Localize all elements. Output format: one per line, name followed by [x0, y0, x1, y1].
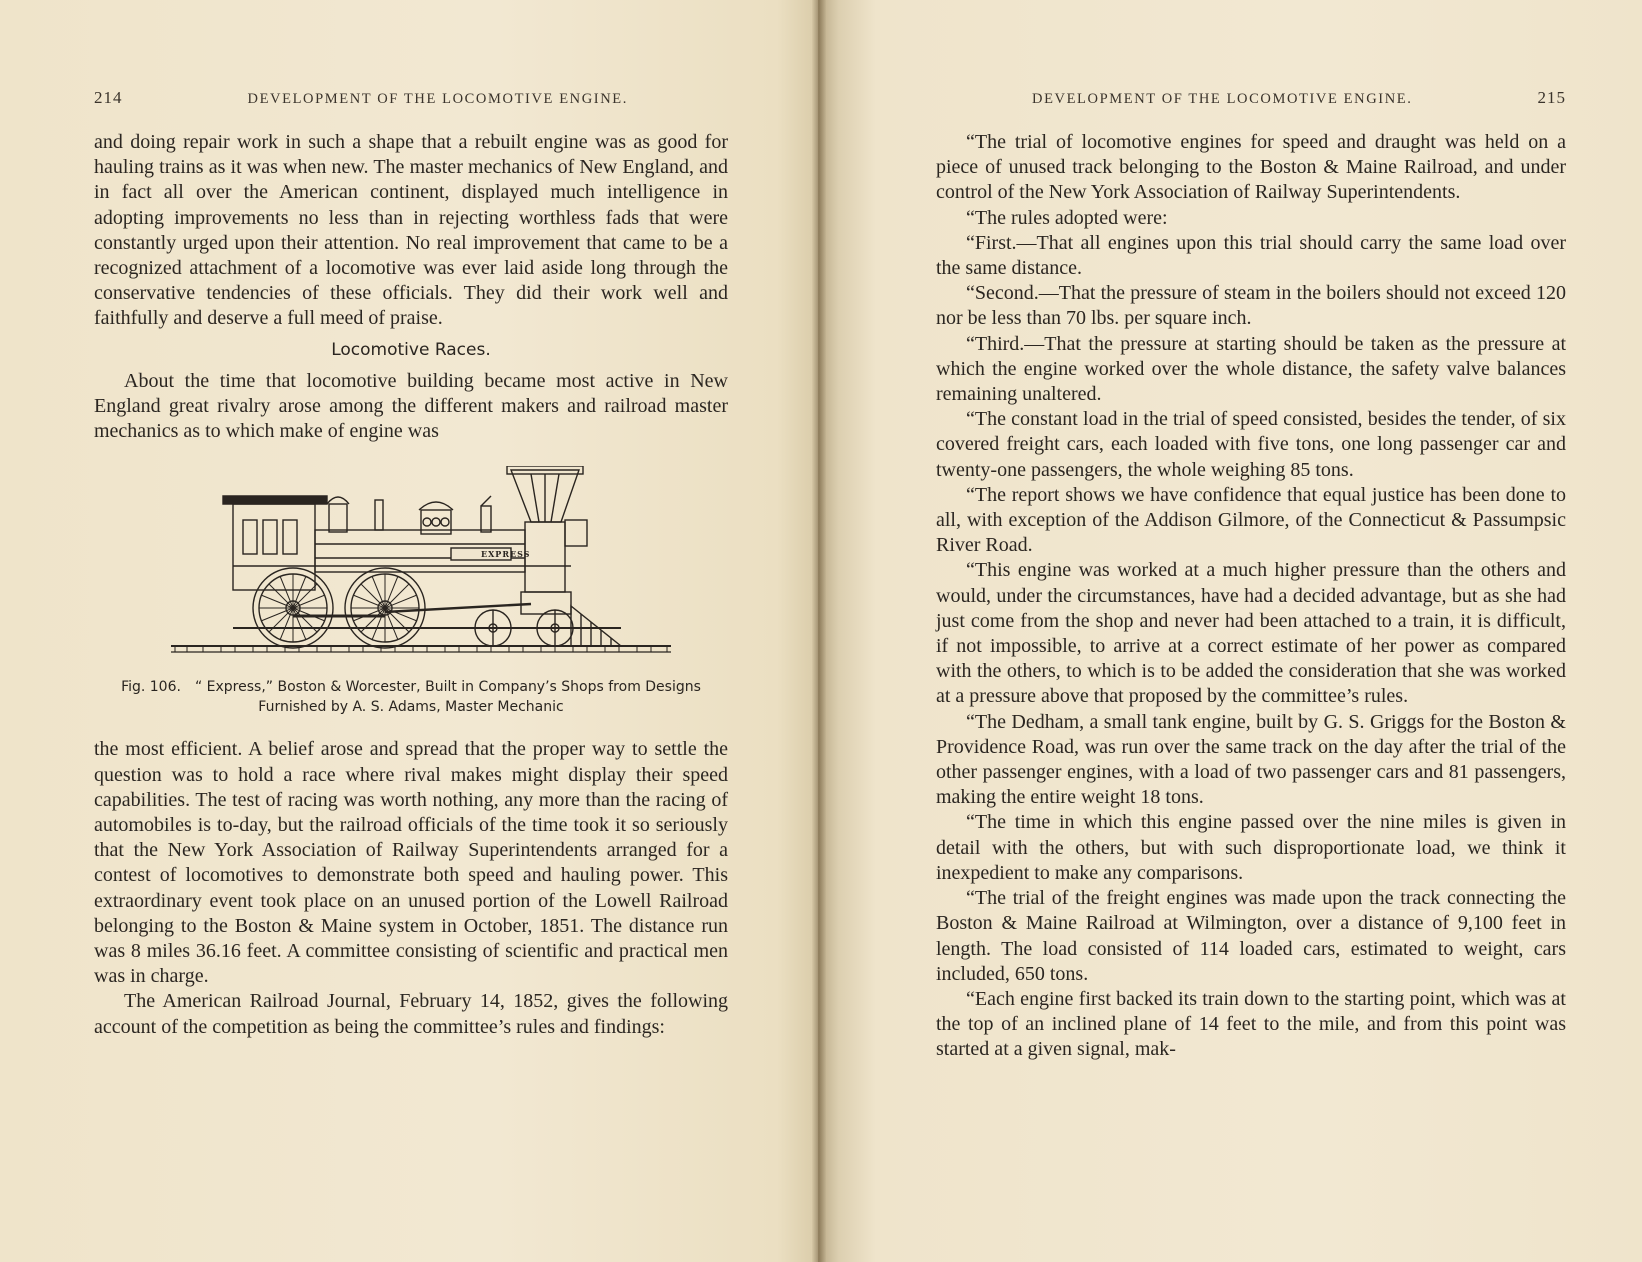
right-paragraph: “The constant load in the trial of speed consisted, besides the tender, of six covered freight cars, each loaded with five tons, one long passenger car and twenty-one passengers, the whole weighing 85 tons. — [936, 408, 1566, 481]
left-body-text — [94, 130, 728, 444]
left-body-text-continued — [94, 737, 728, 1039]
right-paragraph: “The trial of locomotive engines for speed and draught was held on a piece of unused track belonging to the Boston & Maine Railroad, and under control of the New York Association of Railway Superintendents. — [936, 131, 1566, 204]
right-running-title: DEVELOPMENT OF THE LOCOMOTIVE ENGINE. — [1032, 91, 1413, 107]
left-page-number: 214 — [94, 88, 123, 107]
right-paragraph: “Each engine first backed its train down to the starting point, which was at the top of an inclined plane of 14 feet to the mile, and from this point was started at a given signal, mak- — [936, 987, 1566, 1061]
right-page — [818, 0, 1642, 1262]
right-paragraph: “Third.—That the pressure at starting should be taken as the pressure at which the engine worked over the whole distance, the safety valve balances remaining unaltered. — [936, 332, 1566, 406]
right-paragraph: “The trial of the freight engines was made upon the track connecting the Boston & Maine Railroad at Wilmington, over a distance of 9,100 feet in length. The load consisted of 114 loaded cars, estimated to weight, cars included, 650 tons. — [936, 887, 1566, 985]
left-running-head — [94, 88, 728, 112]
right-running-head — [936, 88, 1566, 112]
figure-caption-line-2: Furnished by A. S. Adams, Master Mechanic — [258, 699, 564, 716]
right-paragraph: “The Dedham, a small tank engine, built by G. S. Griggs for the Boston & Providence Road, was run over the same track on the day after the trial of the other passenger engines, with a load of two passenger cars and 81 passengers, making the entire weight 18 tons. — [936, 710, 1566, 809]
right-paragraph: “This engine was worked at a much higher pressure than the others and would, under the circumstances, have had a decided advantage, but as she had just come from the shop and never had been attached to a train, it is difficult, if not impossible, to arrive at a correct estimate of her power as compared with the others, to which is to be added the consideration that she was worked at a pressure above that proposed by the committee’s rules. — [936, 559, 1566, 708]
right-paragraph: “The time in which this engine passed over the nine miles is given in detail with the others, but with such disproportionate load, we think it inexpedient to make any comparisons. — [936, 811, 1566, 884]
left-running-title: DEVELOPMENT OF THE LOCOMOTIVE ENGINE. — [247, 91, 628, 107]
right-paragraph: “The rules adopted were: — [966, 206, 1168, 229]
section-heading: Locomotive Races. — [331, 339, 491, 360]
book-gutter — [812, 0, 826, 1262]
figure-caption-line-1: “ Express,” Boston & Worcester, Built in Company’s Shops from Designs — [194, 679, 701, 696]
right-paragraph: “Second.—That the pressure of steam in the boilers should not exceed 120 nor be less than 70 lbs. per square inch. — [936, 282, 1566, 330]
right-body-text — [936, 130, 1566, 1063]
left-paragraph-4: The American Railroad Journal, February 14, 1852, gives the following account of the competition as being the committee’s rules and findings: — [94, 990, 728, 1038]
locomotive-nameplate: EXPRESS — [481, 549, 531, 560]
right-paragraph: “The report shows we have confidence that equal justice has been done to all, with exception of the Addison Gilmore, of the Connecticut & Passumpsic River Road. — [936, 483, 1566, 557]
left-page — [0, 0, 818, 1262]
left-paragraph-1: and doing repair work in such a shape that a rebuilt engine was as good for hauling trains as it was when new. The master mechanics of New England, and in fact all over the American continent, displayed much intelligence in adopting improvements no less than in rejecting worthless fads that were constantly urged upon their attention. No real improvement that came to be a recognized attachment of a locomotive was ever laid aside long through the conservative tendencies of these officials. They did their work well and faithfully and deserve a full meed of praise. — [94, 131, 728, 330]
left-paragraph-2: About the time that locomotive building became most active in New England great rivalry arose among the different makers and railroad master mechanics as to which make of engine was — [94, 369, 728, 443]
right-page-number: 215 — [1537, 88, 1566, 107]
locomotive-engraving — [151, 466, 671, 671]
right-paragraph: “First.—That all engines upon this trial should carry the same load over the same distance. — [936, 231, 1566, 280]
figure-caption — [90, 677, 732, 717]
figure-106 — [94, 466, 728, 717]
figure-label: Fig. 106. — [121, 679, 181, 696]
left-paragraph-3: the most efficient. A belief arose and spread that the proper way to settle the question was to hold a race where rival makes might display their speed capabilities. The test of racing was worth nothing, any more than the racing of automobiles is to-day, but the railroad officials of the time took it so seriously that the New York Association of Railway Superintendents arranged for a contest of locomotives to demonstrate both speed and hauling power. This extraordinary event took place on an unused portion of the Lowell Railroad belonging to the Boston & Maine system in October, 1851. The distance run was 8 miles 36.16 feet. A committee consisting of scientific and practical men was in charge. — [94, 738, 728, 988]
